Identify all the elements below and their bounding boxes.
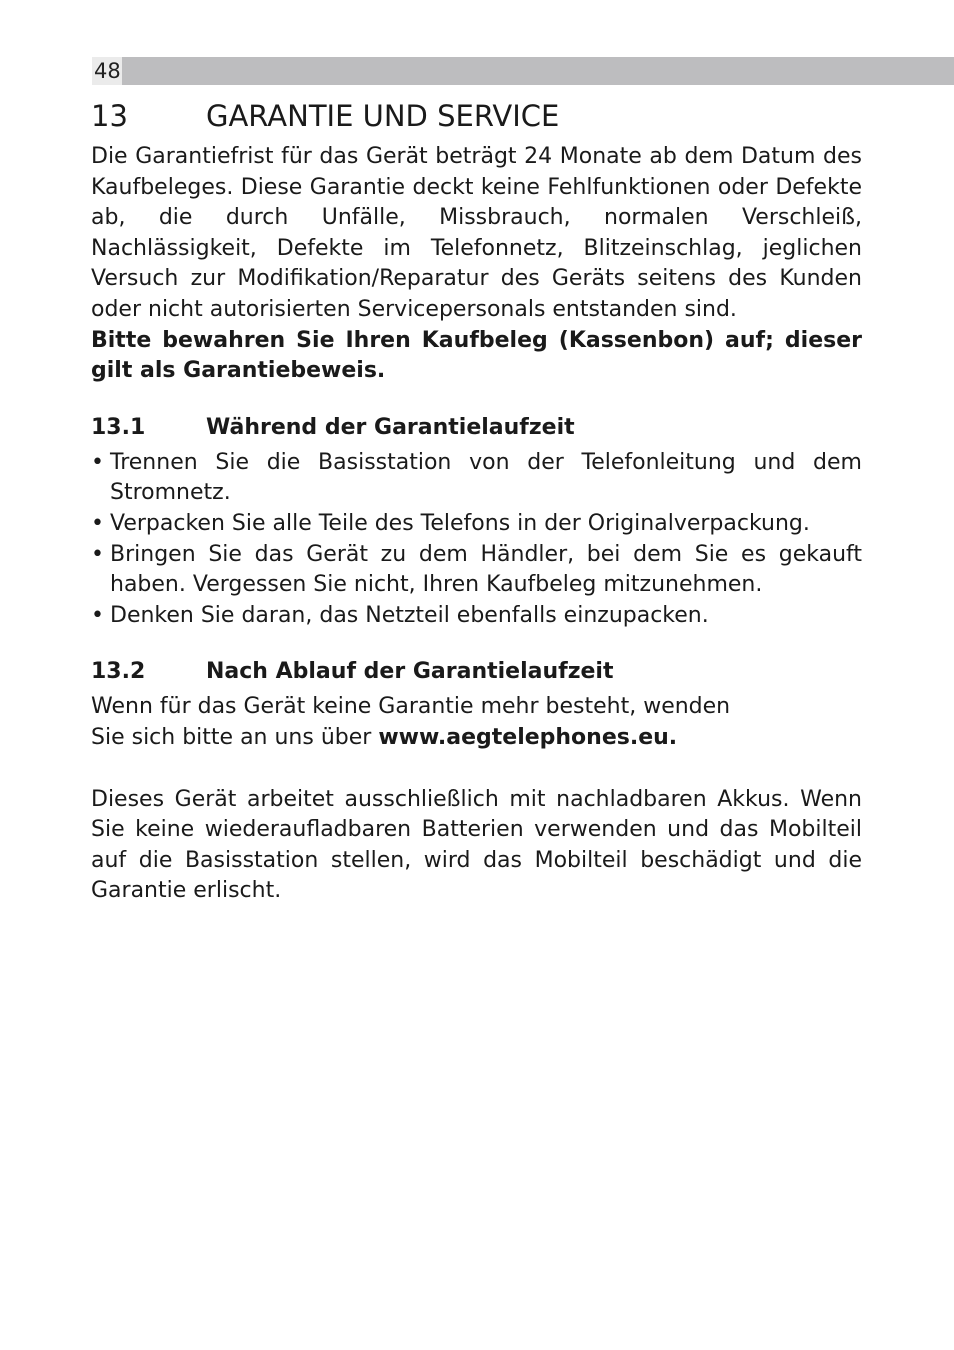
list-item-text: Denken Sie daran, das Netzteil ebenfalls einzupacken. bbox=[110, 602, 709, 628]
section-number: 13.2 bbox=[91, 659, 146, 685]
list-item bbox=[91, 601, 862, 632]
after-warranty-line-1: Wenn für das Gerät keine Garantie mehr besteht, wenden bbox=[91, 694, 731, 720]
section-number: 13.1 bbox=[91, 414, 146, 440]
bullet-icon: • bbox=[91, 602, 104, 628]
chapter-title bbox=[91, 96, 862, 136]
list-item bbox=[91, 509, 862, 540]
page-content bbox=[91, 96, 862, 907]
list-item-text: Bringen Sie das Gerät zu dem Händler, bei dem Sie es gekauft haben. Vergessen Sie nicht, Ihren Kaufbeleg mitzunehmen. bbox=[110, 541, 862, 598]
bullet-icon: • bbox=[91, 541, 104, 567]
warranty-notice: Bitte bewahren Sie Ihren Kaufbeleg (Kassenbon) auf; dieser gilt als Garantiebeweis. bbox=[91, 327, 862, 384]
bullet-icon: • bbox=[91, 510, 104, 536]
spacer bbox=[91, 754, 862, 785]
website-link[interactable]: www.aegtelephones.eu. bbox=[378, 724, 678, 750]
list-item bbox=[91, 448, 862, 509]
header-bar bbox=[92, 57, 954, 85]
chapter-title-text: GARANTIE UND SERVICE bbox=[206, 99, 560, 133]
chapter-number: 13 bbox=[91, 99, 128, 133]
warranty-steps-list bbox=[91, 448, 862, 632]
section-title-text: Während der Garantielaufzeit bbox=[206, 414, 575, 440]
warranty-intro-paragraph: Die Garantiefrist für das Gerät beträgt 24 Monate ab dem Datum des Kaufbeleges. Diese Garantie deckt keine Fehlfunktionen oder Defekte ab, die durch Unfälle, Missbrauch, normalen Verschleiß, Nachlässigkeit, Defekte im Telefonnetz, Blitzeinschlag, jeglichen Versuch zur Modifikation/Reparatur des Geräts seitens des Kunden oder nicht autorisierten Servicepersonals entstanden sind. bbox=[91, 144, 862, 322]
list-item-text: Trennen Sie die Basisstation von der Telefonleitung und dem Stromnetz. bbox=[110, 449, 862, 506]
after-warranty-line-2 bbox=[91, 723, 862, 754]
section-title-13-1 bbox=[91, 413, 862, 443]
bullet-icon: • bbox=[91, 449, 104, 475]
page-number: 48 bbox=[94, 59, 121, 83]
battery-note-paragraph: Dieses Gerät arbeitet ausschließlich mit nachladbaren Akkus. Wenn Sie keine wiederaufladbaren Batterien verwenden und das Mobilteil auf die Basisstation stellen, wird das Mobilteil beschädigt und die Garantie erlischt. bbox=[91, 786, 862, 904]
section-title-13-2 bbox=[91, 657, 862, 687]
list-item-text: Verpacken Sie alle Teile des Telefons in der Originalverpackung. bbox=[110, 510, 810, 536]
list-item bbox=[91, 540, 862, 601]
section-title-text: Nach Ablauf der Garantielaufzeit bbox=[206, 659, 614, 685]
contact-prefix: Sie sich bitte an uns über bbox=[91, 724, 379, 750]
